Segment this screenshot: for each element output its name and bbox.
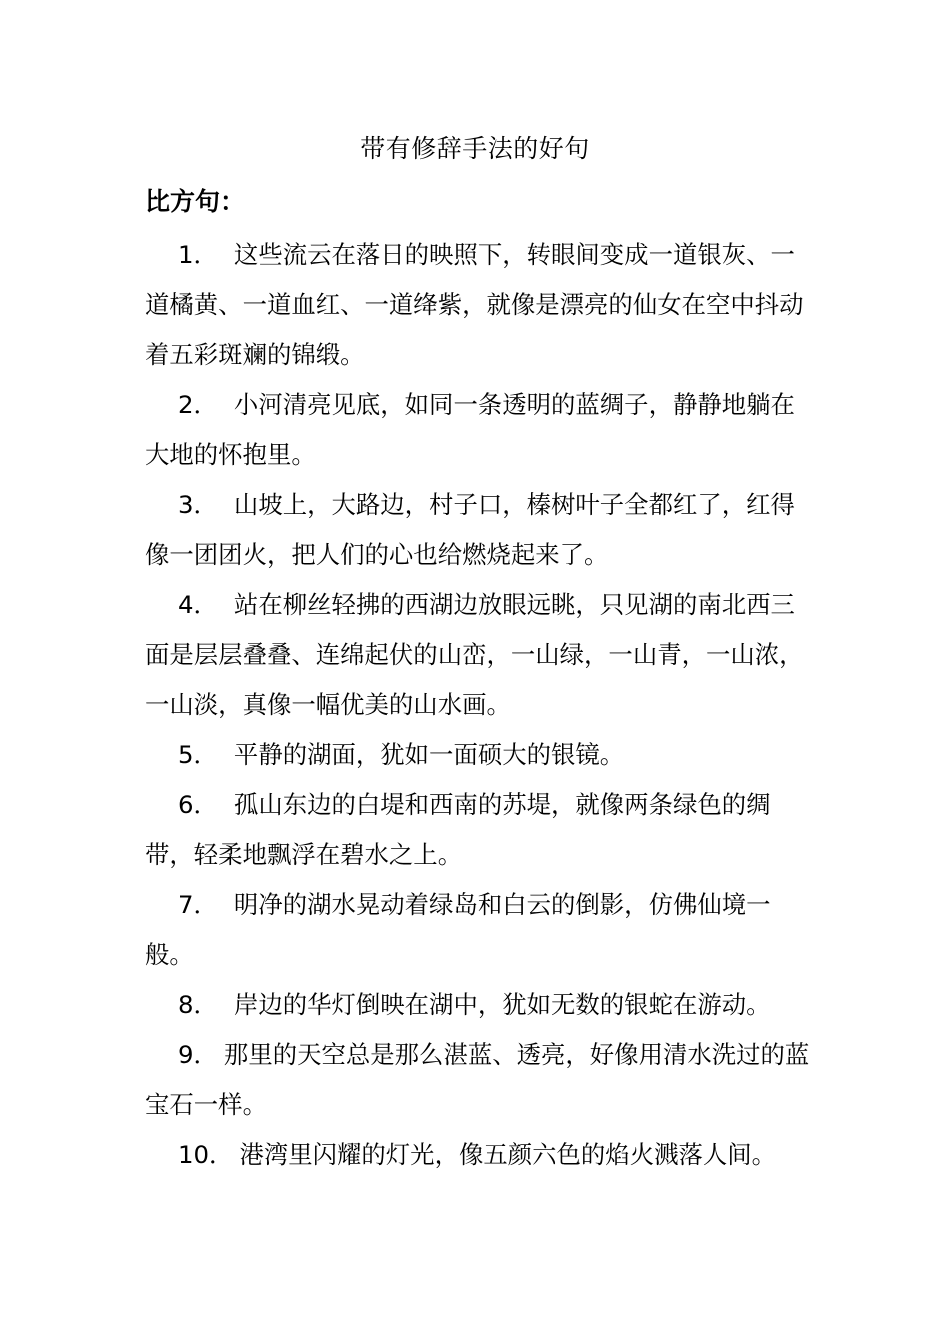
item-number: 4．	[178, 590, 218, 619]
item-number: 8．	[178, 990, 218, 1019]
item-number: 2．	[178, 390, 218, 419]
item-text: 山坡上，大路边，村子口，榛树叶子全都红了，红得像一团团火，把人们的心也给燃烧起来了。	[145, 490, 795, 569]
item-text: 港湾里闪耀的灯光，像五颜六色的焰火溅落人间。	[239, 1140, 777, 1169]
list-item	[145, 730, 810, 780]
page-title: 带有修辞手法的好句	[360, 134, 590, 163]
item-text: 站在柳丝轻拂的西湖边放眼远眺，只见湖的南北西三面是层层叠叠、连绵起伏的山峦，一山绿，一山青，一山浓，一山淡，真像一幅优美的山水画。	[145, 590, 804, 719]
list-item	[145, 380, 810, 480]
item-text: 孤山东边的白堤和西南的苏堤，就像两条绿色的绸带，轻柔地飘浮在碧水之上。	[145, 790, 771, 869]
item-number: 7．	[178, 890, 218, 919]
item-number: 3．	[178, 490, 218, 519]
list-item	[145, 880, 810, 980]
sentence-list	[145, 230, 810, 1180]
section-heading: 比方句：	[145, 187, 246, 216]
list-item	[145, 1030, 810, 1130]
item-number: 1．	[178, 240, 218, 269]
list-item	[145, 480, 810, 580]
list-item	[145, 780, 810, 880]
item-number: 6．	[178, 790, 218, 819]
list-item	[145, 230, 810, 380]
item-text: 小河清亮见底，如同一条透明的蓝绸子，静静地躺在大地的怀抱里。	[145, 390, 795, 469]
list-item	[145, 1130, 810, 1180]
item-text: 这些流云在落日的映照下，转眼间变成一道银灰、一道橘黄、一道血红、一道绛紫，就像是漂亮的仙女在空中抖动着五彩斑斓的锦缎。	[145, 240, 804, 369]
item-number: 5．	[178, 740, 218, 769]
item-number: 10．	[178, 1140, 234, 1169]
list-item	[145, 580, 810, 730]
item-number: 9．	[178, 1040, 218, 1069]
item-text: 明净的湖水晃动着绿岛和白云的倒影，仿佛仙境一般。	[145, 890, 771, 969]
item-text: 平静的湖面，犹如一面硕大的银镜。	[233, 740, 625, 769]
list-item	[145, 980, 810, 1030]
item-text: 那里的天空总是那么湛蓝、透亮，好像用清水洗过的蓝宝石一样。	[145, 1040, 810, 1119]
item-text: 岸边的华灯倒映在湖中，犹如无数的银蛇在游动。	[233, 990, 771, 1019]
